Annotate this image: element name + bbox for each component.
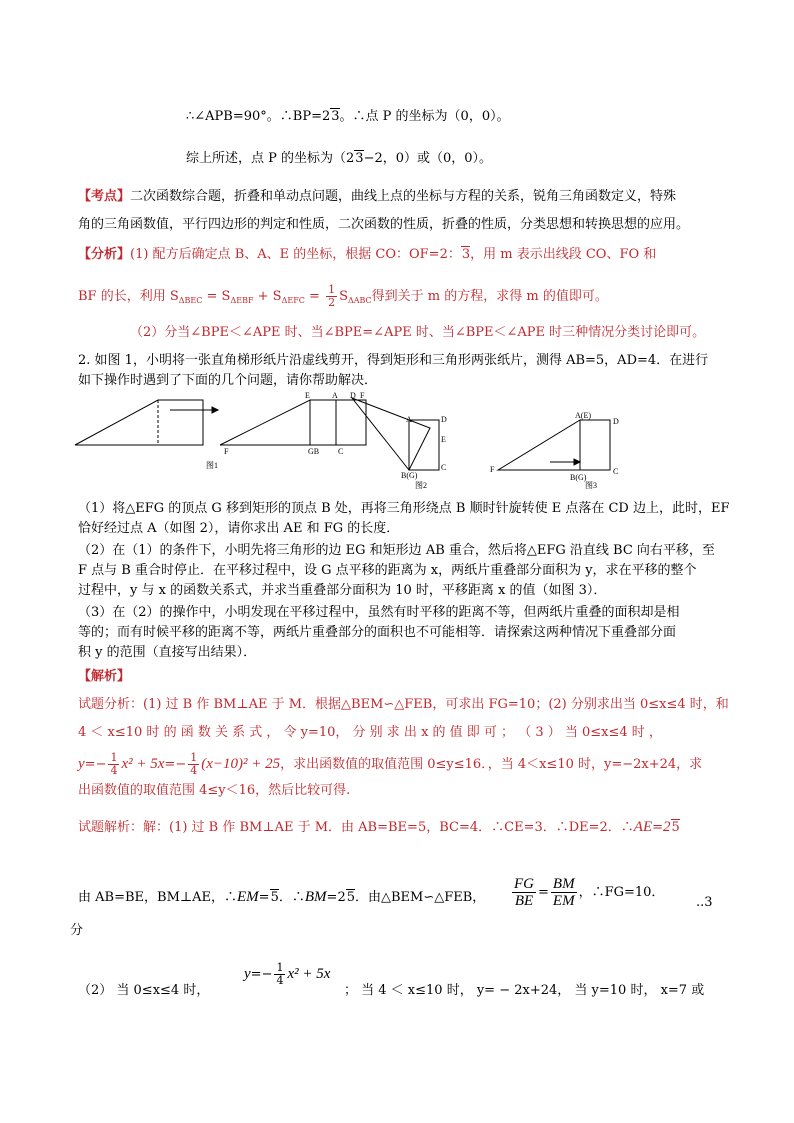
label-BG: B(G) [401,471,418,480]
text-line: 试题分析：(1) 过 B 作 BM⊥AE 于 M．根据△BEM∽△FEB，可求出 FG=10；(2) 分别求出当 0≤x≤4 时，和 [78,697,729,712]
label-A: A [406,415,412,424]
label-C: C [441,463,447,472]
text-line: 出函数值的取值范围 4≤y＜16，然后比较可得. [78,783,351,798]
label-F: F [490,465,495,474]
label-D: D [613,417,619,426]
text-line: 由 AB=BE，BM⊥AE，∴EM=5．∴BM=25．由△BEM∽△FEB， [78,889,486,905]
text-line: 过程中，y 与 x 的函数关系式，并求当重叠部分面积为 10 时，平移距离 x 的值（如图 3）． [78,583,607,598]
text-line: 角的三角函数值，平行四边形的判定和性质，二次函数的性质，折叠的性质，分类思想和转换思想的应用。 [78,217,690,232]
text-line: ∴∠APB=90°。∴BP=23。∴点 P 的坐标为（0，0）。 [186,109,510,124]
fig1-caption: 图1 [206,461,218,470]
question-2: 2. 如图 1，小明将一张直角梯形纸片沿虚线剪开，得到矩形和三角形两张纸片，测得 AB=5，AD=4．在进行 [78,353,709,368]
formula: y=− $\frac{1}{4}$ x² + 5x [244,961,331,987]
fig2-caption: 图2 [415,481,427,490]
fenxi-line: 【分析】(1) 配方后确定点 B、A、E 的坐标，根据 CO：OF=2：3，用 m 表示出线段 CO、FO 和 [78,247,657,262]
fraction-line: $\frac{FG}{BE}$ = $\frac{BM}{EM}$ ，∴FG=10． [514,876,665,909]
text-line: y=− $\frac{1}{4}$ x² + 5x=− $\frac{1}{4}$ (x−10)² + 25，求出函数值的取值范围 0≤y≤16．，当 4＜x≤10 时，y=−2x+24，求 [78,751,703,777]
text-line: 积 y 的范围（直接写出结果）． [78,645,257,660]
text-line: 恰好经过点 A（如图 2），请你求出 AE 和 FG 的长度． [78,521,400,536]
text-line: 4 ＜ x≤10 时 的 函 数 关 系 式 ， 令 y=10， 分 别 求 出 x 的 值 即 可 ； （ 3 ） 当 0≤x≤4 时 ， [78,725,662,740]
label-GB: GB [308,447,320,456]
text-line: F 点与 B 重合时停止．在平移过程中，设 G 点平移的距离为 x，两纸片重叠部分面积为 y，求在平移的整个 [78,563,697,578]
fig3-caption: 图3 [585,481,597,490]
label-F: F [224,447,229,456]
score-marker: ..3 [696,895,713,910]
text-line: 等的；而有时候平移的距离不等，两纸片重叠部分的面积也不可能相等．请探索这两种情况下重叠部分面 [78,625,677,640]
label-AE: A(E) [575,411,591,420]
label-E: E [305,391,310,400]
jiexi-tag: 【解析】 [78,669,131,684]
text-line: 综上所述，点 P 的坐标为（23−2，0）或（0，0）。 [186,151,493,166]
label-BG: B(G) [570,473,587,482]
kaodian-line: 【考点】二次函数综合题，折叠和单动点问题，曲线上点的坐标与方程的关系，锐角三角函数定义，特殊 [78,189,677,204]
text-line: 分 [70,923,84,938]
label-C: C [613,467,619,476]
text-line: BF 的长，利用 $S_{\Delta BEC} = S_{\Delta EBF} + S_{\Delta EFC}$ = $\frac{1}{2}$ $S_{\Delta ABC}$得到关于 m 的方程，求得 m 的值即可。 [78,283,608,309]
figures [70,390,670,490]
label-D: D [441,415,447,424]
label-D: D [350,391,356,400]
text-line: （2）在（1）的条件下，小明先将三角形的边 EG 和矩形边 AB 重合，然后将△EFG 沿直线 BC 向右平移，至 [78,543,715,558]
text-line: （1）将△EFG 的顶点 G 移到矩形的顶点 B 处，再将三角形绕点 B 顺时针旋转使 E 点落在 CD 边上，此时，EF [78,501,730,516]
text-line: 试题解析：解：(1) 过 B 作 BM⊥AE 于 M．由 AB=BE=5，BC=4．∴CE=3．∴DE=2．∴AE=25 [78,819,680,835]
label-F: F [360,391,365,400]
text-line: （3）在（2）的操作中，小明发现在平移过程中，虽然有时平移的距离不等，但两纸片重叠的面积却是相 [78,605,680,620]
text-line: ； 当 4 ＜ x≤10 时， y= − 2x+24， 当 y=10 时， x=7 或 [344,983,705,998]
label-E: E [441,435,446,444]
text-line: （2） 当 0≤x≤4 时， [78,983,210,998]
text-line: （2）分当∠BPE＜∠APE 时、当∠BPE=∠APE 时、当∠BPE＜∠APE 时三种情况分类讨论即可。 [130,325,706,340]
label-C: C [338,447,344,456]
label-A: A [332,391,338,400]
text-line: 如下操作时遇到了下面的几个问题，请你帮助解决． [78,373,378,388]
